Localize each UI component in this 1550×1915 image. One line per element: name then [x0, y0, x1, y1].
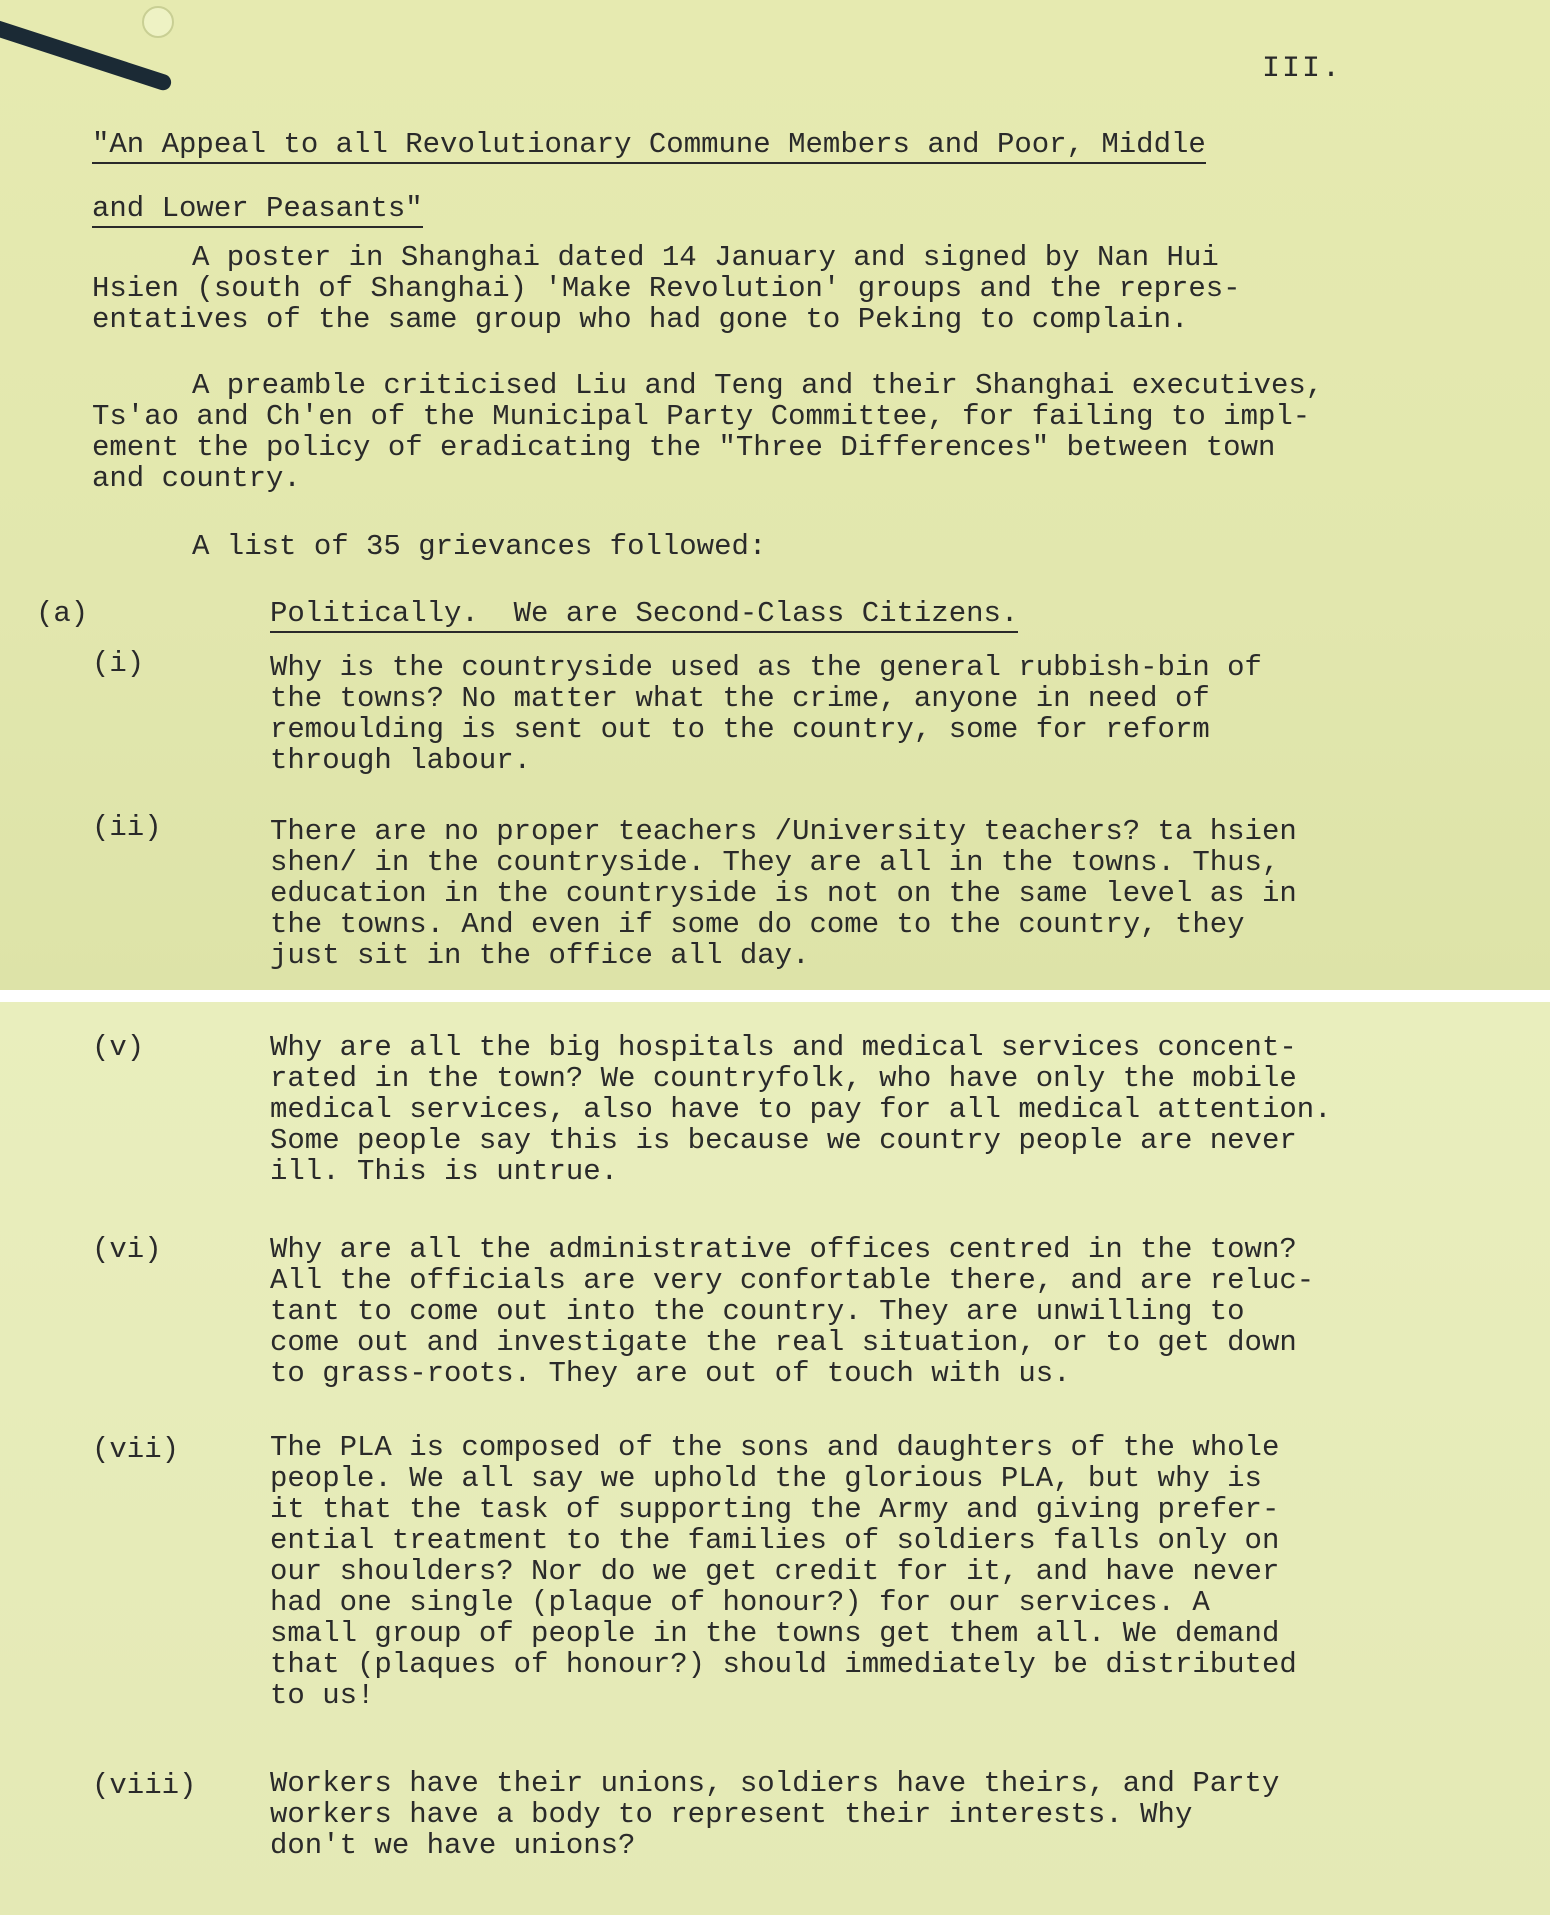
item-text: There are no proper teachers /University teachers? ta hsien shen/ in the countryside. They are all in the towns. Thus, education in the countryside is not on the same level as in the towns. And even if some do come to the country, they just sit in the office all day. [270, 815, 1297, 972]
item-text: Why is the countryside used as the general rubbish-bin of the towns? No matter what the crime, anyone in need of remoulding is sent out to the country, some for reform through labour. [270, 651, 1262, 777]
item-text: The PLA is composed of the sons and daughters of the whole people. We all say we uphold the glorious PLA, but why is it that the task of supporting the Army and giving prefer- ential treatment to the families of soldiers falls only on our shoulders? Nor do we get credit for it, and have never had one single (plaque of honour?) for our services. A small group of people in the towns get them all. We demand that (plaques of honour?) should immediately be distributed to us! [270, 1431, 1297, 1712]
preamble-paragraph: A preamble criticised Liu and Teng and their Shanghai executives, Ts'ao and Ch'en of the Municipal Party Committee, for failing to impl- ement the policy of eradicating the "Three Differences" between town and country. [92, 369, 1324, 495]
title-line-2: and Lower Peasants" [92, 194, 423, 228]
section-a-heading: Politically. We are Second-Class Citizens. [270, 598, 1018, 633]
item-text: Why are all the administrative offices centred in the town? All the officials are very confortable there, and are reluc- tant to come out into the country. They are unwilling to come out and investigate the real situation, or to get down to grass-roots. They are out of touch with us. [270, 1233, 1315, 1390]
item-label: (vii) [92, 1433, 180, 1466]
item-label: (viii) [92, 1769, 197, 1802]
item-label: (i) [92, 647, 145, 680]
item-label: (vi) [92, 1233, 162, 1266]
punch-hole [142, 6, 174, 38]
document-title [92, 100, 1372, 228]
item-label: (ii) [92, 811, 162, 844]
item-text: Workers have their unions, soldiers have theirs, and Party workers have a body to represent their interests. Why don't we have unions? [270, 1767, 1280, 1862]
list-intro: A list of 35 grievances followed: [192, 530, 767, 563]
intro-paragraph: A poster in Shanghai dated 14 January and signed by Nan Hui Hsien (south of Shanghai) 'Make Revolution' groups and the repres- entatives of the same group who had gone to Peking to complain. [92, 241, 1241, 336]
document-panel-bottom [0, 1002, 1550, 1915]
section-a-label: (a) [36, 597, 89, 630]
item-text: Why are all the big hospitals and medical services concent- rated in the town? We countryfolk, who have only the mobile medical services, also have to pay for all medical attention. Some people say this is because we country people are never ill. This is untrue. [270, 1031, 1332, 1188]
title-line-1: "An Appeal to all Revolutionary Commune Members and Poor, Middle [92, 130, 1206, 164]
item-label: (v) [92, 1031, 145, 1064]
page-number: III. [1262, 52, 1343, 86]
